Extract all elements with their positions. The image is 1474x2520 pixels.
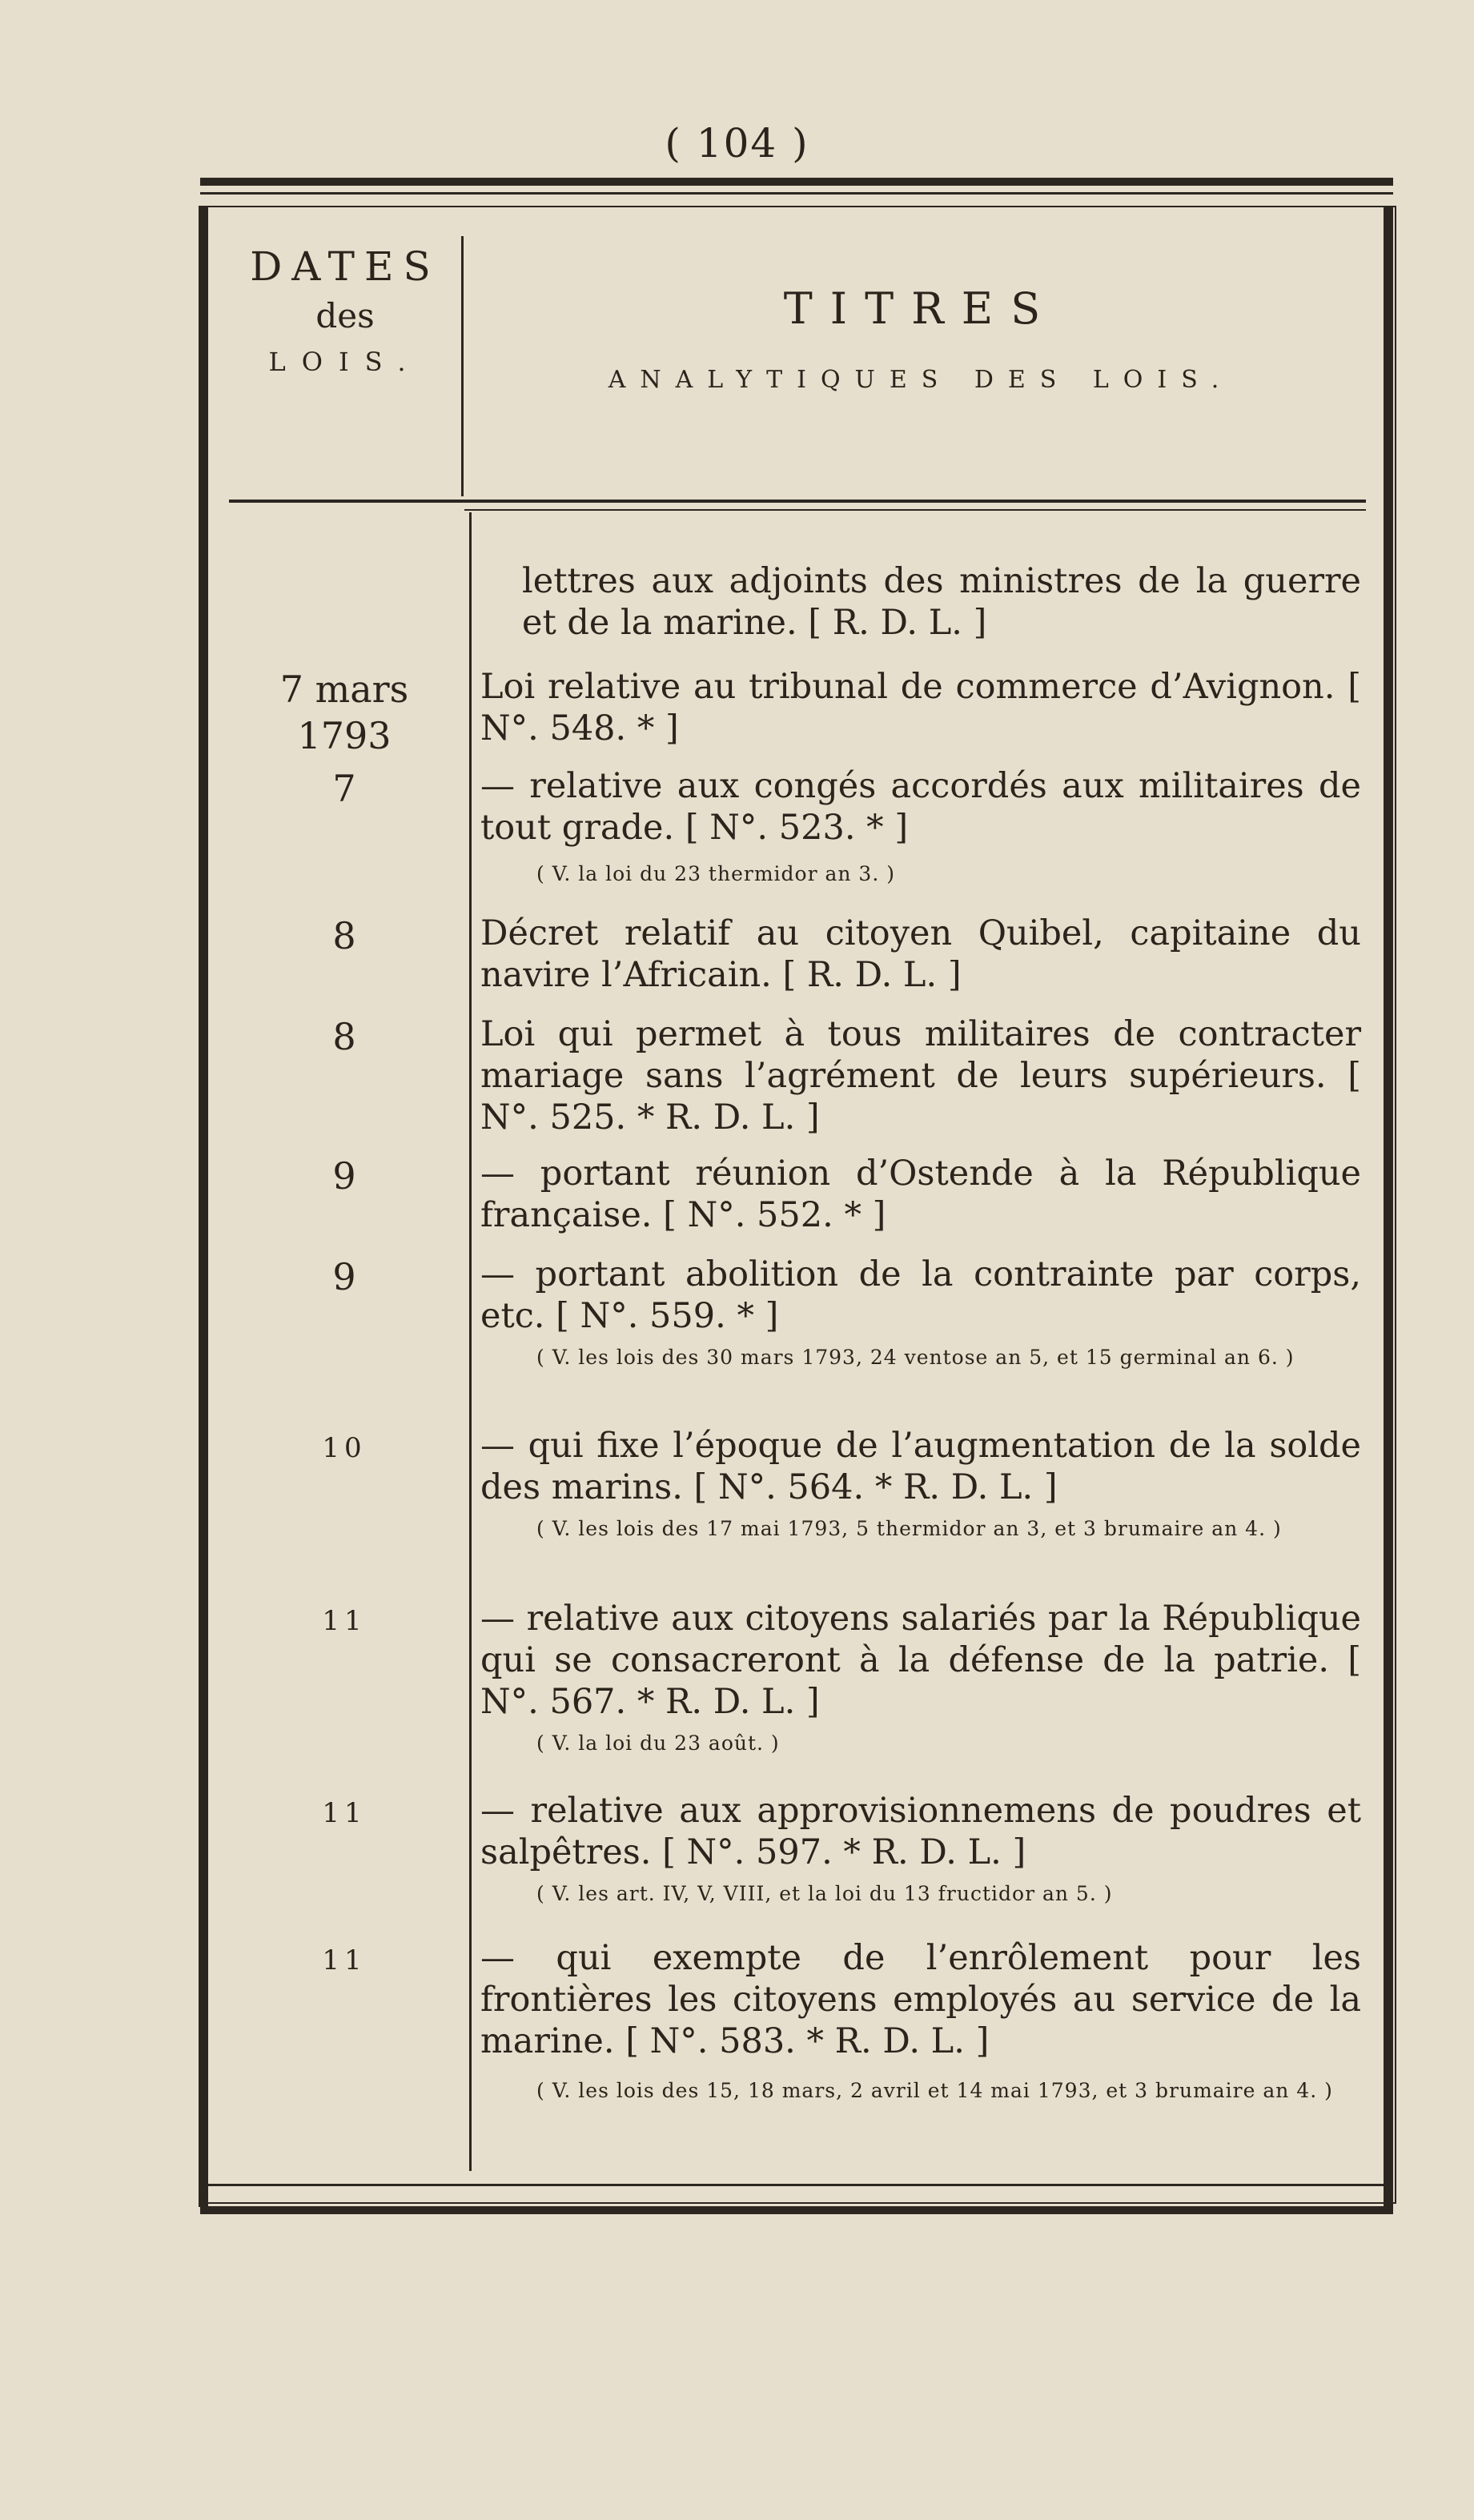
entry-date: 7 mars 1793 [279,668,409,757]
titles-column-header [464,283,1377,394]
entry-text: — relative aux approvisionnemens de poudres et salpêtres. [ N°. 597. * R. D. L. ] [480,1791,1361,1872]
entry-note: ( V. les lois des 15, 18 mars, 2 avril et 14 mai 1793, et 3 brumaire an 4. ) [536,2079,1333,2102]
dates-header-line3: LOIS. [268,347,422,377]
entry-text: Décret relatif au citoyen Quibel, capitaine du navire l’Africain. [ R. D. L. ] [480,913,1361,995]
header-bottom-rule-2 [464,509,1366,511]
entry-note: ( V. les art. IV, V, VIII, et la loi du 13 fructidor an 5. ) [536,1882,1113,1905]
entry-date: 8 [332,1015,356,1058]
entry-note: ( V. la loi du 23 août. ) [536,1731,780,1755]
entry-date: 8 [332,914,356,957]
top-thin-rule [200,192,1393,195]
right-border-thick [1384,206,1393,2207]
titles-header-line1: TITRES [783,283,1058,334]
top-thick-rule [200,178,1393,186]
entry-date: 9 [332,1255,356,1298]
entry-text: — relative aux congés accordés aux militaires de tout grade. [ N°. 523. * ] [480,766,1361,848]
body-column-divider [469,512,472,2171]
dates-header-line2: des [315,296,375,335]
entry-date: 7 [332,767,356,810]
header-bottom-rule [229,500,1366,503]
left-border-thick [199,206,208,2207]
entry-text: Loi qui permet à tous militaires de contracter mariage sans l’agrément de leurs supérieurs. [ N°. 525. * R. D. L. ] [480,1014,1361,1138]
entry-date: 11 [322,1797,367,1829]
entry-date: 10 [322,1432,367,1464]
page-number: ( 104 ) [665,120,809,167]
entry-note: ( V. la loi du 23 thermidor an 3. ) [536,862,895,885]
entry-text: lettres aux adjoints des ministres de la guerre et de la marine. [ R. D. L. ] [522,561,1361,643]
entry-text: — relative aux citoyens salariés par la République qui se consacreront à la défense de la patrie. [ N°. 567. * R. D. L. ] [480,1599,1361,1722]
entry-date: 9 [332,1154,356,1198]
entry-note: ( V. les lois des 17 mai 1793, 5 thermidor an 3, et 3 brumaire an 4. ) [536,1517,1282,1540]
bottom-thin-rule [200,2184,1393,2186]
bottom-thick-rule [200,2206,1393,2214]
header-column-divider [461,236,464,496]
entry-text: — qui exempte de l’enrôlement pour les frontières les citoyens employés au service de la marine. [ N°. 583. * R. D. L. ] [480,1938,1361,2061]
entry-text: — portant abolition de la contrainte par corps, etc. [ N°. 559. * ] [480,1254,1361,1336]
entry-date: 11 [322,1944,367,1976]
entry-text: Loi relative au tribunal de commerce d’Avignon. [ N°. 548. * ] [480,667,1361,748]
entry-date: 11 [322,1605,367,1637]
titles-header-line2: ANALYTIQUES DES LOIS. [608,366,1234,394]
dates-header-line1: DATES [250,243,440,290]
entry-text: — qui fixe l’époque de l’augmentation de la solde des marins. [ N°. 564. * R. D. L. ] [480,1426,1361,1507]
entry-text: — portant réunion d’Ostende à la République française. [ N°. 552. * ] [480,1154,1361,1235]
entry-note: ( V. les lois des 30 mars 1793, 24 ventose an 5, et 15 germinal an 6. ) [536,1346,1295,1369]
dates-column-header [229,243,461,377]
